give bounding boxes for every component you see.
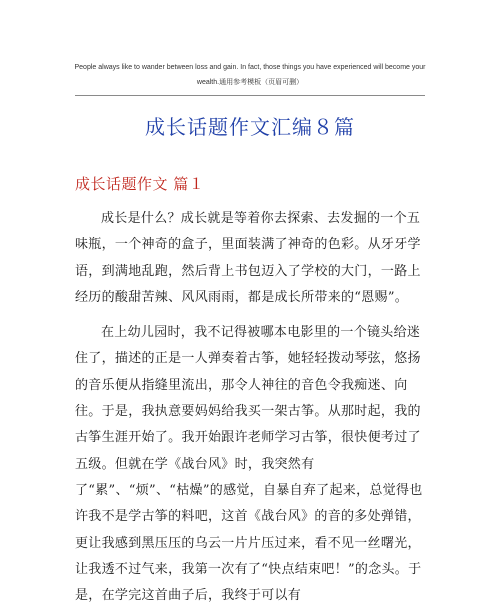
header-divider xyxy=(75,95,425,96)
page-header xyxy=(60,60,440,90)
body-text xyxy=(75,206,427,609)
header-line-2: wealth.通用参考模板（页眉可删） xyxy=(196,79,304,86)
section-heading: 成长话题作文 篇１ xyxy=(75,175,205,193)
paragraph-1: 成长是什么？成长就是等着你去探索、去发掘的一个五味瓶，一个神奇的盒子，里面装满了神奇的色彩。从牙牙学语，到满地乱跑，然后背上书包迈入了学校的大门，一路上经历的酸甜苦辣、风风雨雨，都是成长所带来的“恩赐”。 xyxy=(75,211,421,305)
paragraph-2: 在上幼儿园时，我不记得被哪本电影里的一个镜头给迷住了，描述的正是一人弹奏着古筝，她轻轻拨动琴弦，悠扬的音乐便从指缝里流出，那令人神往的音色令我痴迷、向往。于是，我执意要妈妈给我买一架古筝。从那时起，我的古筝生涯开始了。我开始跟许老师学习古筝，很快便考过了五级。但就在学《战台风》时，我突然有了“累”、“烦”、“枯燥”的感觉，自暴自弃了起来，总觉得也许我不是学古筝的料吧，这首《战台风》的音的多处弹错，更让我感到黑压压的乌云一片片压过来，看不见一丝曙光，让我透不过气来，我第一次有了“快点结束吧！”的念头。于是，在学完这首曲子后，我终于可以有 xyxy=(75,325,423,604)
document-title: 成长话题作文汇编８篇 xyxy=(145,115,355,139)
header-line-1: People always like to wander between loss and gain. In fact, those things you have experienced will become your xyxy=(74,64,426,71)
